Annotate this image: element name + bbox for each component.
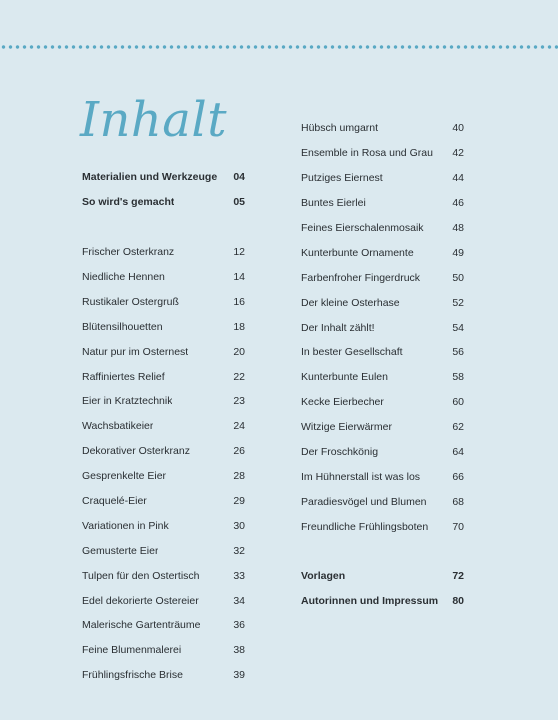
toc-entry[interactable] <box>301 116 464 141</box>
toc-entry-page: 50 <box>452 271 464 284</box>
toc-entry-page: 26 <box>233 445 245 458</box>
toc-entry[interactable] <box>82 663 245 688</box>
toc-entry-page: 28 <box>233 470 245 483</box>
toc-entry[interactable] <box>82 389 245 414</box>
toc-entry-page: 56 <box>452 346 464 359</box>
toc-entry[interactable] <box>82 464 245 489</box>
toc-entry-label: Im Hühnerstall ist was los <box>301 470 421 483</box>
toc-entry[interactable] <box>82 364 245 389</box>
toc-entry[interactable] <box>301 464 464 489</box>
toc-entry-page: 39 <box>233 669 245 682</box>
toc-entry-page: 80 <box>452 595 464 608</box>
toc-left-entries <box>82 240 245 688</box>
toc-entry-label: Materialien und Werkzeuge <box>82 171 218 184</box>
toc-entry-page: 14 <box>233 271 245 283</box>
toc-entry[interactable] <box>301 415 464 440</box>
toc-entry-page: 49 <box>452 246 464 259</box>
toc-entry-page: 12 <box>233 246 245 259</box>
toc-entry[interactable] <box>82 240 245 265</box>
toc-entry-page: 30 <box>233 519 245 532</box>
toc-entry[interactable] <box>301 265 464 290</box>
toc-entry-label: Der Inhalt zählt! <box>301 321 375 334</box>
toc-entry-label: Paradiesvögel und Blumen <box>301 495 427 508</box>
toc-entry[interactable] <box>82 489 245 514</box>
toc-entry[interactable] <box>82 513 245 538</box>
toc-entry[interactable] <box>82 414 245 439</box>
toc-entry[interactable] <box>301 240 464 265</box>
toc-entry-label: Gesprenkelte Eier <box>82 470 167 483</box>
toc-left-column <box>82 165 245 688</box>
toc-entry-label: Putziges Eiernest <box>301 172 383 185</box>
toc-entry[interactable] <box>82 613 245 638</box>
toc-entry[interactable] <box>301 166 464 191</box>
toc-entry-page: 44 <box>452 172 464 185</box>
toc-entry-page: 48 <box>452 222 464 234</box>
toc-entry-label: Eier in Kratztechnik <box>82 395 173 408</box>
toc-entry-page: 42 <box>452 147 464 160</box>
toc-entry-label: Ensemble in Rosa und Grau <box>301 147 433 160</box>
toc-entry-label: Feines Eierschalenmosaik <box>301 222 424 234</box>
toc-entry-label: Frischer Osterkranz <box>82 246 175 259</box>
toc-entry-label: Kunterbunte Eulen <box>301 371 388 384</box>
toc-entry[interactable] <box>301 440 464 465</box>
toc-entry-page: 54 <box>452 321 464 334</box>
toc-entry-page: 64 <box>452 446 464 459</box>
toc-entry-label: Natur pur im Osternest <box>82 345 189 358</box>
toc-entry[interactable] <box>82 339 245 364</box>
toc-entry-label: Farbenfroher Fingerdruck <box>301 271 421 284</box>
toc-entry-label: Freundliche Frühlingsboten <box>301 520 429 533</box>
toc-entry[interactable] <box>301 191 464 216</box>
toc-entry-page: 22 <box>233 370 245 383</box>
toc-entry-label: Tulpen für den Ostertisch <box>82 569 200 582</box>
toc-entry-page: 05 <box>233 196 245 209</box>
toc-entry[interactable] <box>301 390 464 415</box>
toc-entry-label: Variationen in Pink <box>82 519 169 532</box>
toc-entry-page: 23 <box>233 395 245 408</box>
toc-entry-page: 66 <box>452 470 464 483</box>
toc-entry-label: Kunterbunte Ornamente <box>301 246 414 259</box>
toc-entry[interactable] <box>301 290 464 315</box>
toc-entry-label: Edel dekorierte Ostereier <box>82 594 199 607</box>
toc-entry-label: Vorlagen <box>301 570 346 583</box>
toc-entry-page: 32 <box>233 544 245 557</box>
toc-entry[interactable] <box>301 340 464 365</box>
toc-entry[interactable] <box>301 216 464 241</box>
toc-entry[interactable] <box>301 514 464 539</box>
toc-entry[interactable] <box>301 489 464 514</box>
spacer <box>301 539 464 564</box>
toc-entry[interactable] <box>301 365 464 390</box>
toc-entry-page: 33 <box>233 569 245 582</box>
toc-entry-label: Hübsch umgarnt <box>301 122 379 135</box>
toc-entry-page: 38 <box>233 644 245 657</box>
toc-entry-page: 46 <box>452 197 464 210</box>
toc-entry-page: 24 <box>233 420 245 433</box>
toc-right-column <box>301 116 464 614</box>
toc-entry-page: 29 <box>233 495 245 508</box>
toc-entry-page: 62 <box>452 421 464 434</box>
toc-entry-page: 72 <box>452 570 464 583</box>
toc-entry-label: Kecke Eierbecher <box>301 396 384 409</box>
toc-entry-label: Blütensilhouetten <box>82 320 163 333</box>
spacer <box>82 215 245 240</box>
toc-entry-label: Der kleine Osterhase <box>301 296 400 309</box>
toc-entry-page: 36 <box>233 619 245 632</box>
toc-entry[interactable] <box>82 588 245 613</box>
page-title: Inhalt <box>80 92 228 148</box>
toc-entry-label: Der Froschkönig <box>301 446 379 459</box>
toc-entry[interactable] <box>82 289 245 314</box>
toc-entry-page: 04 <box>233 171 245 184</box>
toc-entry-label: Raffiniertes Relief <box>82 370 165 383</box>
toc-entry[interactable] <box>82 538 245 563</box>
toc-entry-page: 20 <box>233 345 245 358</box>
toc-entry[interactable] <box>82 638 245 663</box>
toc-entry-label: Craquelé-Eier <box>82 495 147 508</box>
toc-entry-page: 16 <box>233 295 245 308</box>
toc-entry[interactable] <box>301 315 464 340</box>
toc-entry[interactable] <box>82 314 245 339</box>
toc-entry-page: 60 <box>452 396 464 409</box>
toc-entry-page: 70 <box>452 520 464 533</box>
toc-entry-label: Buntes Eierlei <box>301 197 366 210</box>
toc-entry-page: 18 <box>233 320 245 333</box>
toc-entry-label: Dekorativer Osterkranz <box>82 445 190 458</box>
toc-entry-page: 58 <box>452 371 464 384</box>
toc-entry-label: Witzige Eierwärmer <box>301 421 393 434</box>
toc-entry[interactable] <box>82 165 245 190</box>
toc-entry[interactable] <box>82 190 245 215</box>
toc-entry[interactable] <box>82 265 245 290</box>
toc-entry[interactable] <box>82 563 245 588</box>
toc-entry-page: 34 <box>233 594 245 607</box>
toc-entry-page: 52 <box>452 296 464 309</box>
toc-entry-label: So wird's gemacht <box>82 196 175 209</box>
toc-entry-page: 68 <box>452 495 464 508</box>
toc-entry-label: In bester Gesellschaft <box>301 346 403 359</box>
toc-entry-label: Malerische Gartenträume <box>82 619 201 632</box>
toc-right-entries <box>301 116 464 539</box>
toc-entry[interactable] <box>301 564 464 589</box>
toc-entry[interactable] <box>301 141 464 166</box>
toc-entry[interactable] <box>82 439 245 464</box>
toc-entry-label: Feine Blumenmalerei <box>82 644 182 657</box>
toc-entry-page: 40 <box>452 122 464 135</box>
toc-entry[interactable] <box>301 589 464 614</box>
toc-entry-label: Niedliche Hennen <box>82 271 165 283</box>
toc-entry-label: Gemusterte Eier <box>82 544 159 557</box>
toc-entry-label: Rustikaler Ostergruß <box>82 295 179 308</box>
toc-entry-label: Frühlingsfrische Brise <box>82 669 183 682</box>
toc-entry-label: Wachsbatikeier <box>82 420 154 433</box>
dotted-border-decoration <box>0 44 558 50</box>
toc-entry-label: Autorinnen und Impressum <box>301 595 439 608</box>
